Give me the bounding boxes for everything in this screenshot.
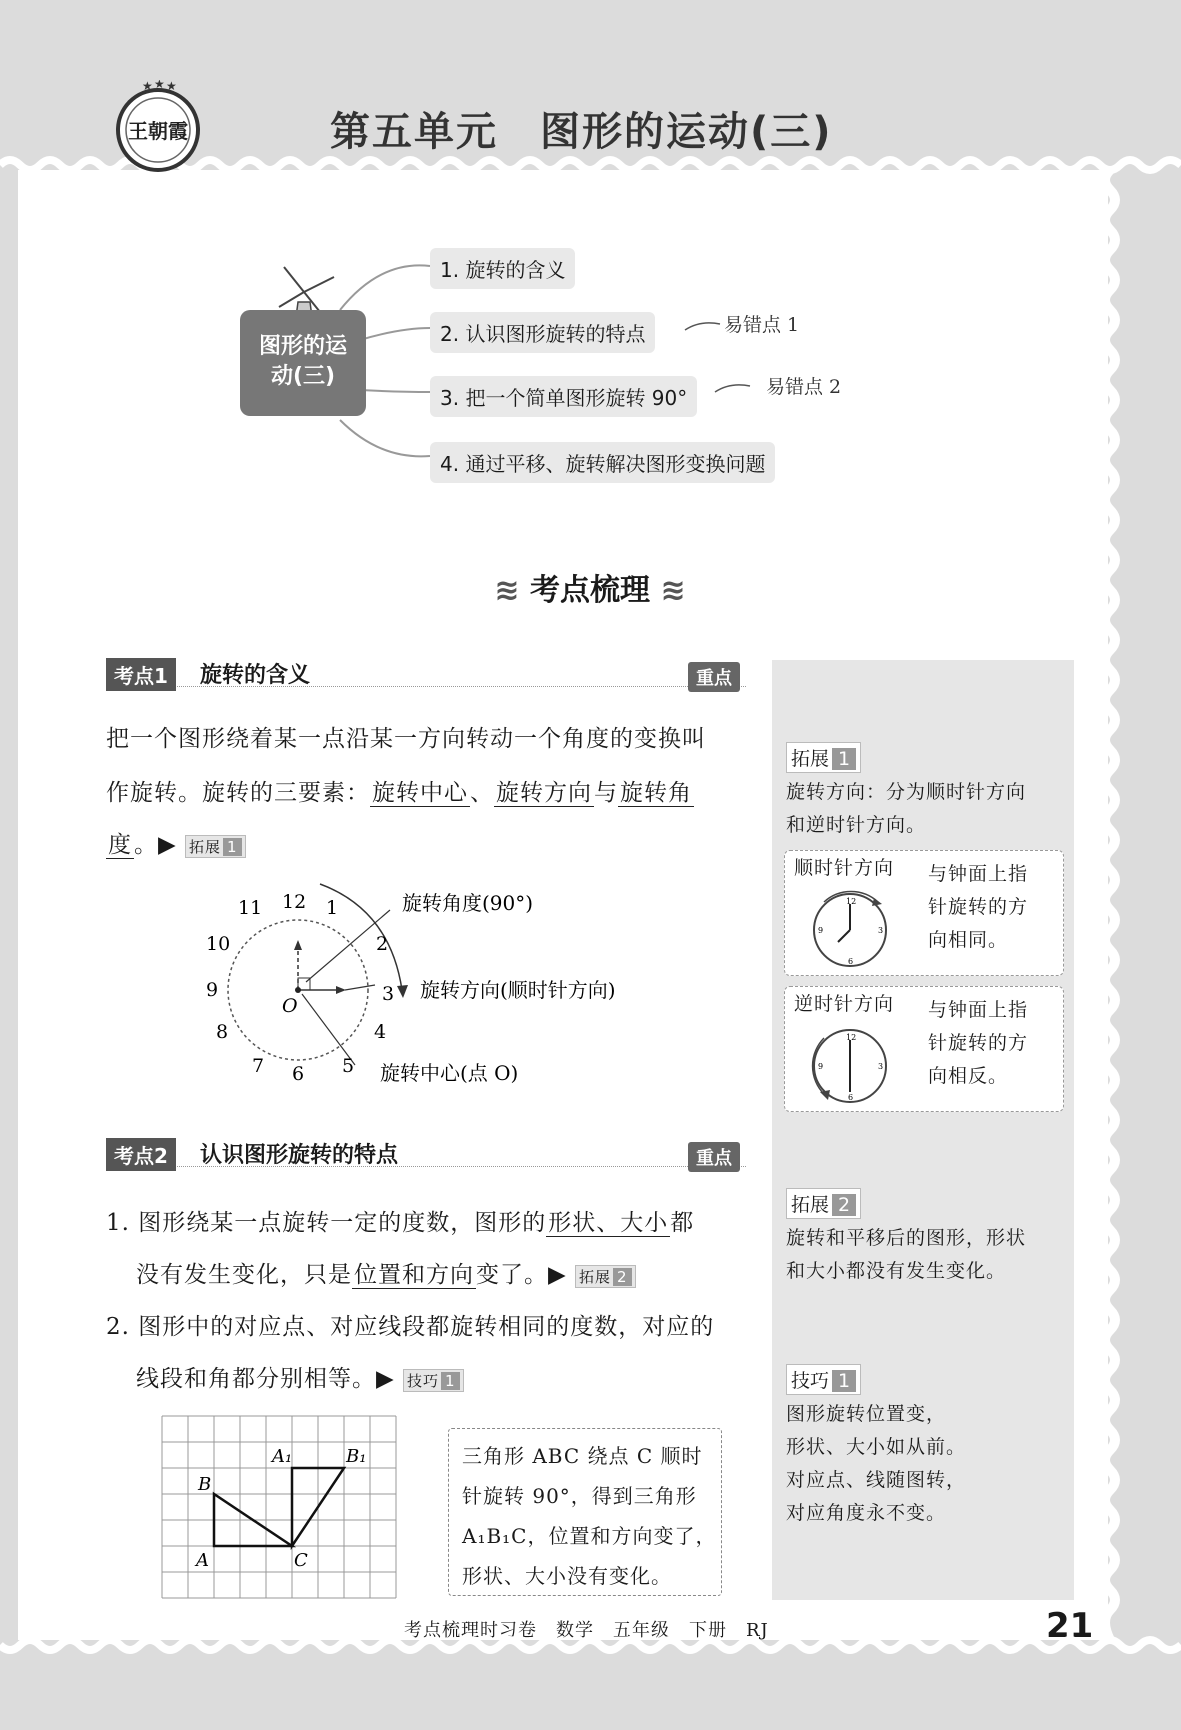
kd1-line2-pre: 作旋转。旋转的三要素： [106,780,370,806]
clock-number-1: 1 [326,897,339,919]
sidebar-ext1-text: 旋转方向：分为顺时针方向 和逆时针方向。 [786,781,1027,836]
triangle-grid-figure [160,1414,398,1600]
counterclockwise-text: 与钟面上指 针旋转的方 向相反。 [928,999,1029,1087]
kd1-ref-tag[interactable]: 拓展 1 [185,835,246,858]
sidebar-ext2-tag: 拓展 2 [786,1188,861,1219]
section-title-row [480,565,700,609]
kd1-badge: 重点 [688,662,740,692]
kd2-p2-line1: 2. 图形中的对应点、对应线段都旋转相同的度数，对应的 [106,1314,715,1340]
kd1-tag: 考点1 [106,658,176,691]
svg-text:6: 6 [848,957,854,966]
wave-ornament-icon: ≋ [494,573,520,608]
kd1-title: 旋转的含义 [200,663,311,688]
kd2-tag: 考点2 [106,1138,176,1171]
svg-text:★: ★ [142,80,153,93]
kd2-p1-blank2: 位置和方向 [354,1262,474,1288]
clock-number-3: 3 [382,983,395,1005]
svg-text:9: 9 [818,926,824,935]
rotation-clock-diagram [190,870,750,1100]
clockwise-text: 与钟面上指 针旋转的方 向相同。 [928,863,1029,951]
mindmap-center-line2: 动(三) [270,364,336,389]
svg-text:★: ★ [154,80,165,91]
grid-label-A: A [196,1550,209,1571]
kd2-p1-blank: 形状、大小 [548,1210,669,1236]
bottom-wave-border [0,1630,1181,1660]
triangle-note: 三角形 ABC 绕点 C 顺时 针旋转 90°，得到三角形 A₁B₁C，位置和方向变了， 形状、大小没有变化。 [462,1444,717,1588]
kd2-p2-line2: 线段和角都分别相等。▶ 技巧 1 [136,1360,464,1393]
label-rotation-angle: 旋转角度(90°) [402,891,534,915]
wave-ornament-icon: ≋ [660,573,686,608]
kd1-line3-post: 。▶ [134,832,177,858]
mindmap-note-1: 易错点 1 [724,314,800,336]
clock-number-11: 11 [238,897,263,919]
sidebar-tip1-tag: 技巧 1 [786,1364,861,1395]
kd1-blank2: 旋转方向 [496,780,592,806]
kd2-p1-line2: 没有发生变化，只是位置和方向变了。▶ 拓展 2 [136,1256,636,1289]
kd2-p1-line1: 1. 图形绕某一点旋转一定的度数，图形的形状、大小都 [106,1210,695,1236]
kd1-blank3a: 旋转角 [620,780,692,806]
clockwise-clock-icon [804,886,896,972]
kd1-line3 [106,826,246,859]
clock-center-label: O [282,995,298,1017]
svg-text:6: 6 [848,1093,854,1102]
mindmap-item-2: 2. 认识图形旋转的特点 [430,312,655,353]
grid-label-B1: B₁ [346,1446,367,1467]
grid-label-B: B [198,1474,212,1495]
clock-number-7: 7 [252,1055,265,1077]
right-wave-border [1098,170,1122,1640]
counterclockwise-title: 逆时针方向 [794,993,895,1015]
footer-text: 考点梳理时习卷 数学 五年级 下册 RJ [404,1620,769,1641]
mindmap-item-4: 4. 通过平移、旋转解决图形变换问题 [430,442,775,483]
kd1-blank3b: 度 [108,832,132,858]
label-rotation-center: 旋转中心(点 O) [380,1061,519,1085]
label-rotation-direction: 旋转方向(顺时针方向) [420,978,616,1002]
svg-text:3: 3 [878,926,884,935]
sidebar-ext1-tag: 拓展 1 [786,742,861,773]
grid-label-A1: A₁ [272,1446,293,1467]
clock-number-5: 5 [342,1055,355,1077]
clock-number-4: 4 [374,1021,387,1043]
mindmap-item-3: 3. 把一个简单图形旋转 90° [430,376,697,417]
mindmap-center-line1: 图形的运 [258,334,347,359]
chapter-title: 第五单元 图形的运动(三) [330,109,833,155]
svg-text:3: 3 [878,1062,884,1071]
mindmap-center [240,310,366,416]
grid-label-C: C [294,1550,308,1571]
clock-number-8: 8 [216,1021,229,1043]
kd2-title: 认识图形旋转的特点 [200,1143,399,1168]
svg-text:12: 12 [846,897,857,906]
kd1-blank1: 旋转中心 [372,780,468,806]
page-number: 21 [1046,1606,1094,1646]
mindmap-item-1: 1. 旋转的含义 [430,248,575,289]
kd2-ref-tag-2[interactable]: 技巧 1 [403,1369,464,1392]
svg-text:王朝霞: 王朝霞 [128,119,188,143]
svg-text:★: ★ [166,80,177,93]
kd1-sep2: 与 [594,780,618,806]
clock-number-9: 9 [206,979,219,1001]
clock-number-6: 6 [292,1063,305,1085]
svg-text:12: 12 [846,1033,857,1042]
clock-number-2: 2 [376,933,389,955]
sidebar-tip1-text: 图形旋转位置变， 形状、大小如从前。 对应点、线随图转， 对应角度永不变。 [786,1403,967,1524]
counterclockwise-clock-icon [804,1022,896,1108]
brand-logo [112,80,204,172]
kd2-ref-tag-1[interactable]: 拓展 2 [575,1265,636,1288]
kd1-line1: 把一个图形绕着某一点沿某一方向转动一个角度的变换叫 [106,726,706,752]
kd2-badge: 重点 [688,1142,740,1172]
clockwise-title: 顺时针方向 [794,857,895,879]
section-title: 考点梳理 [530,573,650,608]
svg-text:9: 9 [818,1062,824,1071]
clock-number-10: 10 [206,933,231,955]
kd1-sep1: 、 [470,780,494,806]
sidebar-ext2-text: 旋转和平移后的图形，形状 和大小都没有发生变化。 [786,1227,1027,1282]
clock-number-12: 12 [282,891,307,913]
mindmap-note-2: 易错点 2 [766,376,842,398]
kd1-line2 [106,774,694,807]
